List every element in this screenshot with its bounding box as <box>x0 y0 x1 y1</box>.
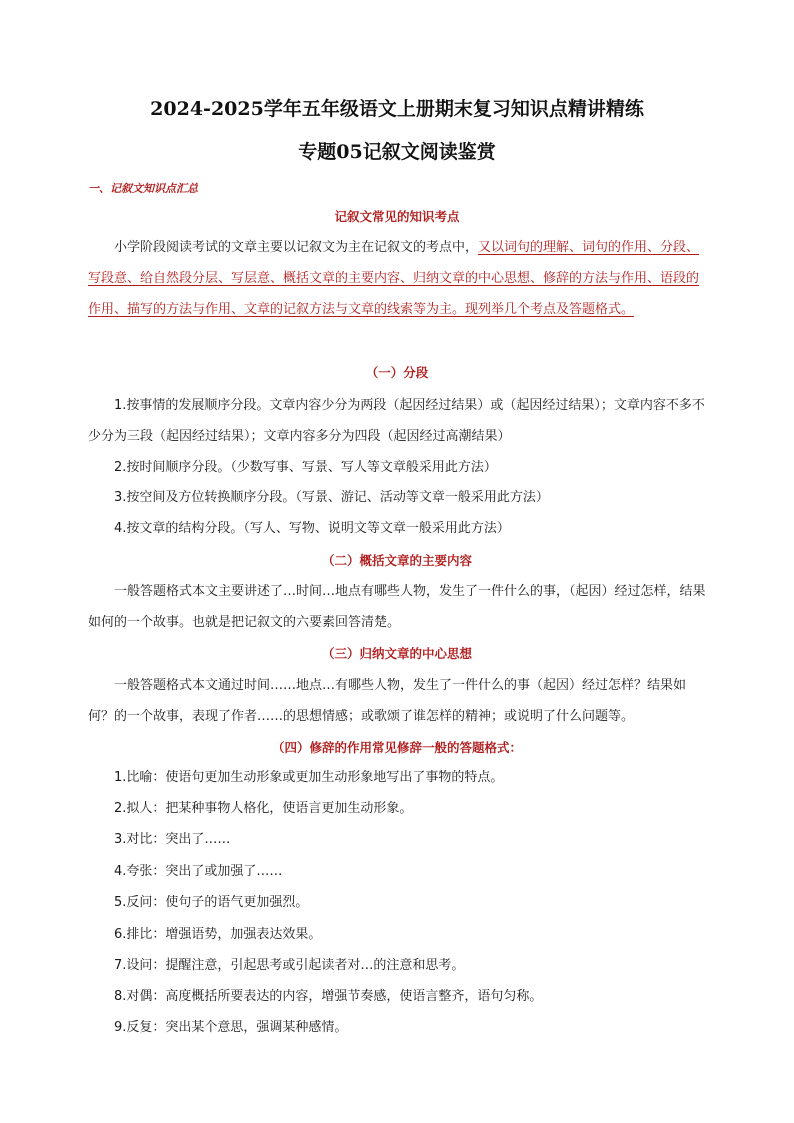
rhetoric-item: 5.反问：使句子的语气更加强烈。 <box>114 895 309 910</box>
part1-item2: 2.按时间顺序分段。（少数写事、写景、写人等文章般采用此方法） <box>114 460 497 475</box>
rhetoric-item: 3.对比：突出了…… <box>114 832 231 847</box>
intro-paragraph <box>88 232 706 325</box>
part3-text: 一般答题格式本文通过时间……地点…有哪些人物，发生了一件什么的事（起因）经过怎样？结果如何？的一个故事，表现了作者……的思想情感；或歌颂了谁怎样的精神；或说明了什么问题等。 <box>88 678 687 724</box>
rhetoric-item: 8.对偶：高度概括所要表达的内容，增强节奏感，使语言整齐，语句匀称。 <box>114 989 543 1004</box>
rhetoric-item: 2.拟人：把某种事物人格化，使语言更加生动形象。 <box>114 801 413 816</box>
intro-highlight: 又以词句的理解、词句的作用、分段、写段意、给自然段分层、写层意、概括文章的主要内容、归纳文章的中心思想、修辞的方法与作用、语段的作用、描写的方法与作用、文章的记叙方法与文章的线索等为主。现列举几个考点及答题格式。 <box>88 240 700 317</box>
rhetoric-item: 4.夸张：突出了或加强了…… <box>114 864 283 879</box>
rhetoric-item: 9.反复：突出某个意思，强调某种感情。 <box>114 1020 348 1035</box>
part4-heading: （四）修辞的作用常见修辞一般的答题格式： <box>271 740 522 755</box>
part3-heading: （三）归纳文章的中心思想 <box>321 646 472 661</box>
part1-item4: 4.按文章的结构分段。（写人、写物、说明文等文章一般采用此方法） <box>114 521 510 536</box>
rhetoric-item: 1.比喻：使语句更加生动形象或更加生动形象地写出了事物的特点。 <box>114 770 504 785</box>
part1-item1: 1.按事情的发展顺序分段。文章内容少分为两段（起因经过结果）或（起因经过结果）；文章内容不多不少分为三段（起因经过结果）；文章内容多分为四段（起因经过高潮结果） <box>88 398 705 444</box>
part2-heading: （二）概括文章的主要内容 <box>321 553 472 568</box>
intro-text: 小学阶段阅读考试的文章主要以记叙文为主在记叙文的考点中， <box>114 240 479 255</box>
part1-item3: 3.按空间及方位转换顺序分段。（写景、游记、活动等文章一般采用此方法） <box>114 490 549 505</box>
rhetoric-item: 6.排比：增强语势，加强表达效果。 <box>114 927 322 942</box>
rhetoric-item: 7.设问：提醒注意，引起思考或引起读者对…的注意和思考。 <box>114 958 465 973</box>
document-title: 2024-2025学年五年级语文上册期末复习知识点精讲精练 <box>150 98 644 120</box>
section-label: 一、记叙文知识点汇总 <box>88 182 198 195</box>
part1-heading: （一）分段 <box>365 365 429 380</box>
part2-text: 一般答题格式本文主要讲述了…时间…地点有哪些人物，发生了一件什么的事，（起因）经过怎样，结果如何的一个故事。也就是把记叙文的六要素回答清楚。 <box>88 584 706 630</box>
knowledge-heading: 记叙文常见的知识考点 <box>334 209 460 224</box>
document-subtitle: 专题05记叙文阅读鉴赏 <box>298 141 496 163</box>
